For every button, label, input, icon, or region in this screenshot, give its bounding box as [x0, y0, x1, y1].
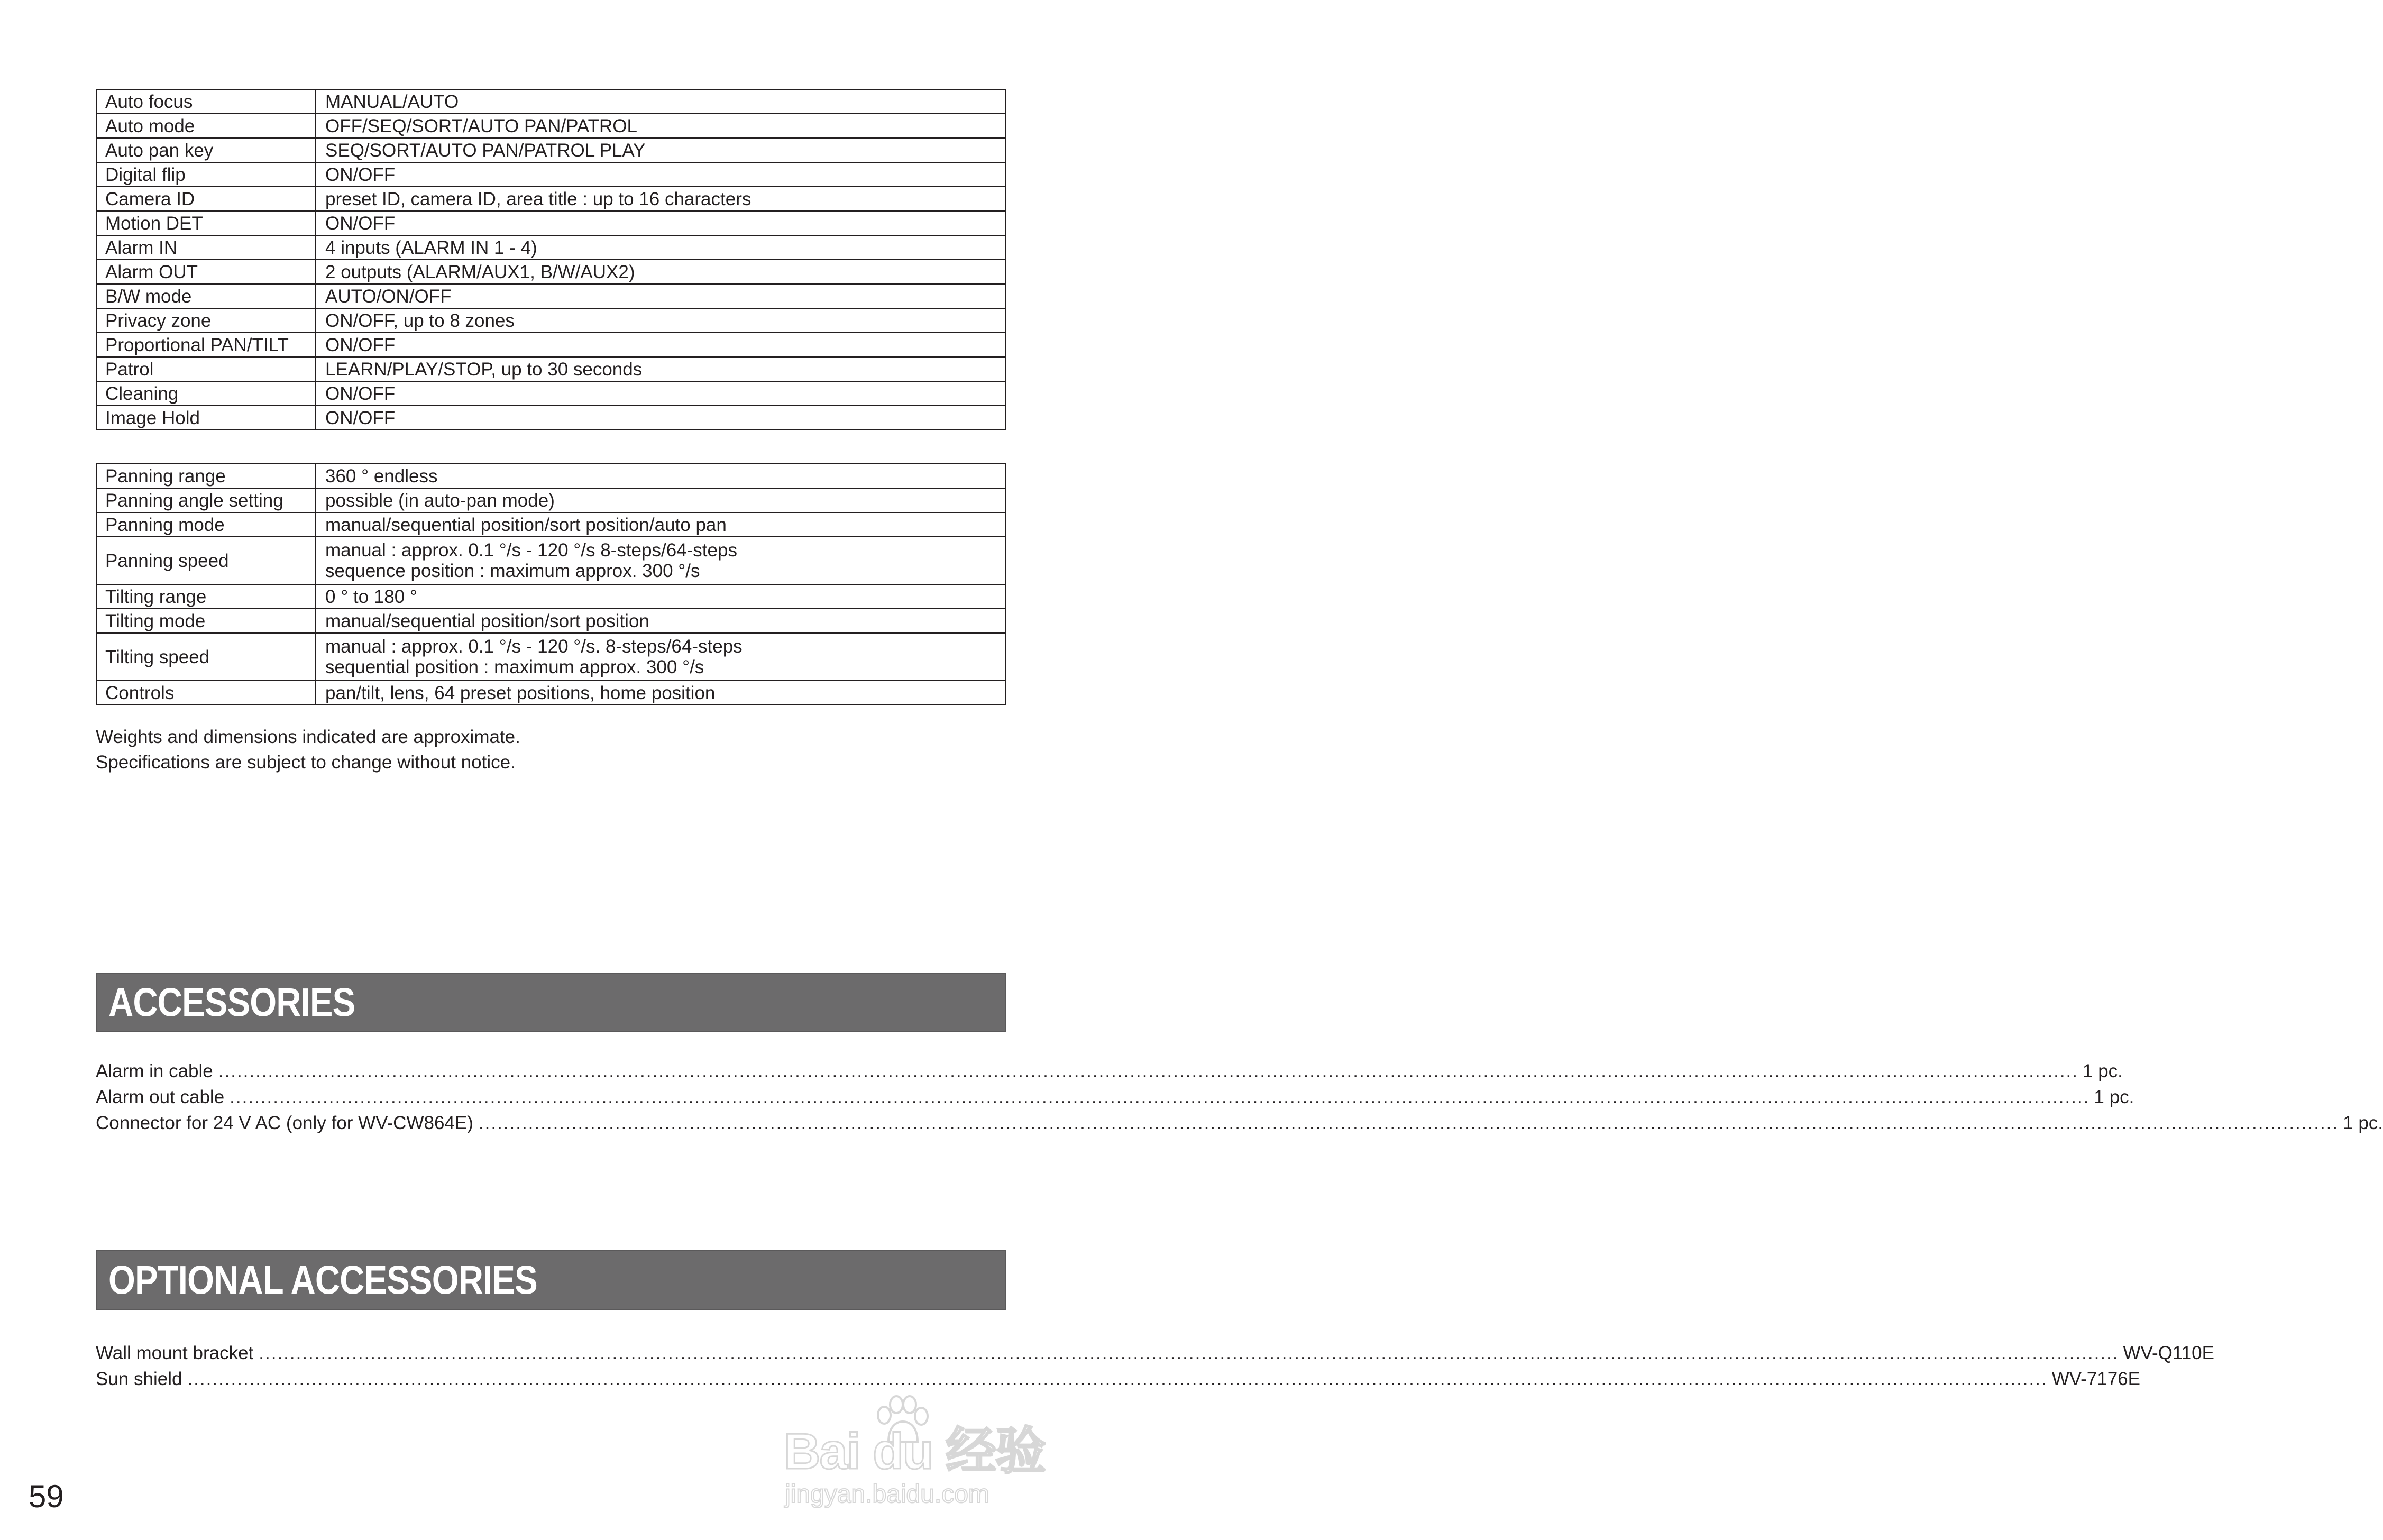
table-row — [96, 333, 1005, 357]
accessories-heading-bar — [96, 973, 1006, 1032]
watermark-logo-text: Bai du 经验 — [784, 1423, 1046, 1480]
table-row — [96, 512, 1005, 537]
spec-label: Panning speed — [96, 537, 315, 584]
table-row — [96, 162, 1005, 187]
spec-value: AUTO/ON/OFF — [315, 284, 1005, 308]
optional-accessories-heading-bar — [96, 1250, 1006, 1310]
spec-label: Privacy zone — [96, 308, 315, 333]
spec-value-cell — [315, 537, 1005, 584]
accessory-qty: 1 pc. — [2094, 1087, 2134, 1107]
dot-leader: ............................................................................................................................................................................................................................................................................................................ — [187, 1369, 2048, 1389]
spec-value: ON/OFF — [315, 333, 1005, 357]
accessory-name: Connector for 24 V AC (only for WV-CW864E) — [96, 1113, 473, 1133]
spec-label: Tilting mode — [96, 609, 315, 633]
table-row — [96, 114, 1005, 138]
table-row — [96, 284, 1005, 308]
spec-label: B/W mode — [96, 284, 315, 308]
spec-value: 0 ° to 180 ° — [315, 584, 1005, 609]
page-number: 59 — [29, 1479, 64, 1514]
spec-label: Alarm OUT — [96, 260, 315, 284]
table-row — [96, 138, 1005, 162]
accessory-name: Alarm out cable — [96, 1087, 225, 1107]
spec-notes — [96, 725, 520, 775]
spec-label: Auto pan key — [96, 138, 315, 162]
baidu-watermark — [784, 1395, 1046, 1511]
dot-leader: ............................................................................................................................................................................................................................................................................................................ — [478, 1113, 2339, 1133]
spec-label: Proportional PAN/TILT — [96, 333, 315, 357]
optional-accessory-model: WV-Q110E — [2123, 1343, 2214, 1363]
dot-leader: ............................................................................................................................................................................................................................................................................................................ — [230, 1087, 2090, 1107]
dot-leader: ............................................................................................................................................................................................................................................................................................................ — [218, 1061, 2079, 1081]
table-row — [96, 537, 1005, 584]
spec-label: Auto mode — [96, 114, 315, 138]
spec-value: OFF/SEQ/SORT/AUTO PAN/PATROL — [315, 114, 1005, 138]
spec-value: 360 ° endless — [315, 464, 1005, 488]
spec-label: Auto focus — [96, 89, 315, 114]
table-row — [96, 381, 1005, 406]
accessory-qty: 1 pc. — [2343, 1113, 2383, 1133]
list-item — [96, 1366, 2141, 1392]
table-row — [96, 308, 1005, 333]
table-row — [96, 488, 1005, 512]
spec-value: manual : approx. 0.1 °/s - 120 °/s. 8-steps/64-steps — [325, 636, 743, 657]
spec-value: LEARN/PLAY/STOP, up to 30 seconds — [315, 357, 1005, 381]
spec-value: 4 inputs (ALARM IN 1 - 4) — [315, 235, 1005, 260]
table-row — [96, 584, 1005, 609]
spec-value: manual/sequential position/sort position/auto pan — [315, 512, 1005, 537]
spec-value: ON/OFF — [315, 381, 1005, 406]
list-item — [96, 1110, 2383, 1136]
spec-label: Digital flip — [96, 162, 315, 187]
table-row — [96, 633, 1005, 681]
note-line: Specifications are subject to change without notice. — [96, 752, 516, 773]
spec-label: Motion DET — [96, 211, 315, 235]
spec-value-cell — [315, 633, 1005, 681]
table-row — [96, 406, 1005, 430]
optional-accessories-list — [96, 1340, 2214, 1392]
spec-value: manual/sequential position/sort position — [315, 609, 1005, 633]
list-item — [96, 1058, 2123, 1084]
spec-label: Cleaning — [96, 381, 315, 406]
table-row — [96, 211, 1005, 235]
spec-label: Panning angle setting — [96, 488, 315, 512]
table-row — [96, 187, 1005, 211]
spec-table-pan-tilt — [96, 463, 1006, 705]
dot-leader: ............................................................................................................................................................................................................................................................................................................ — [259, 1343, 2119, 1363]
table-row — [96, 260, 1005, 284]
note-line: Weights and dimensions indicated are approximate. — [96, 727, 520, 747]
list-item — [96, 1340, 2214, 1366]
spec-value: ON/OFF, up to 8 zones — [315, 308, 1005, 333]
table-row — [96, 357, 1005, 381]
accessories-title: ACCESSORIES — [108, 980, 355, 1025]
spec-value: ON/OFF — [315, 211, 1005, 235]
spec-value: possible (in auto-pan mode) — [315, 488, 1005, 512]
spec-table-features — [96, 89, 1006, 430]
spec-value: MANUAL/AUTO — [315, 89, 1005, 114]
table-row — [96, 609, 1005, 633]
spec-label: Camera ID — [96, 187, 315, 211]
list-item — [96, 1084, 2134, 1110]
optional-accessory-model: WV-7176E — [2051, 1369, 2141, 1389]
table-row — [96, 89, 1005, 114]
spec-value: manual : approx. 0.1 °/s - 120 °/s 8-steps/64-steps — [325, 540, 737, 561]
spec-value-line2: sequential position : maximum approx. 300 °/s — [325, 657, 704, 677]
spec-value: ON/OFF — [315, 406, 1005, 430]
spec-value: preset ID, camera ID, area title : up to 16 characters — [315, 187, 1005, 211]
spec-label: Panning mode — [96, 512, 315, 537]
spec-label: Image Hold — [96, 406, 315, 430]
accessory-qty: 1 pc. — [2083, 1061, 2123, 1081]
accessory-name: Alarm in cable — [96, 1061, 213, 1081]
watermark-url: jingyan.baidu.com — [785, 1480, 989, 1508]
optional-accessories-title: OPTIONAL ACCESSORIES — [108, 1258, 537, 1303]
accessories-list — [96, 1058, 2383, 1136]
spec-label: Tilting range — [96, 584, 315, 609]
table-row — [96, 681, 1005, 705]
spec-value: ON/OFF — [315, 162, 1005, 187]
table-row — [96, 235, 1005, 260]
spec-label: Alarm IN — [96, 235, 315, 260]
spec-value: pan/tilt, lens, 64 preset positions, home position — [315, 681, 1005, 705]
spec-label: Patrol — [96, 357, 315, 381]
optional-accessory-name: Sun shield — [96, 1369, 182, 1389]
spec-label: Controls — [96, 681, 315, 705]
spec-value: 2 outputs (ALARM/AUX1, B/W/AUX2) — [315, 260, 1005, 284]
spec-value: SEQ/SORT/AUTO PAN/PATROL PLAY — [315, 138, 1005, 162]
spec-label: Panning range — [96, 464, 315, 488]
optional-accessory-name: Wall mount bracket — [96, 1343, 254, 1363]
spec-value-line2: sequence position : maximum approx. 300 °/s — [325, 561, 700, 581]
spec-label: Tilting speed — [96, 633, 315, 681]
table-row — [96, 464, 1005, 488]
